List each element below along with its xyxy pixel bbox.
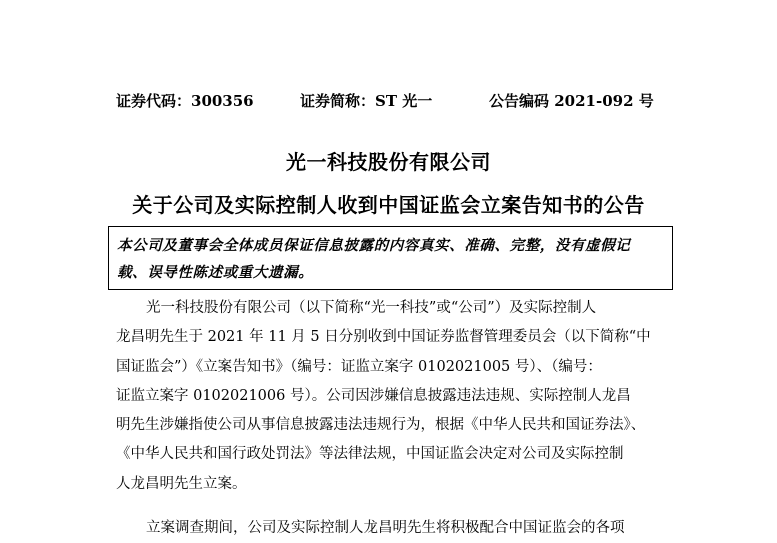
statement-line: 载、误导性陈述或重大遗漏。 (117, 264, 314, 281)
disclosure-statement-box (108, 226, 673, 290)
notice-number: 公告编码 2021-092 号 (489, 92, 654, 110)
paragraph-line: 龙昌明先生于 2021 年 11 月 5 日分别收到中国证券监督管理委员会（以下简称“中 (116, 329, 651, 346)
company-name: 光一科技股份有限公司 (286, 150, 491, 174)
statement-line: 本公司及董事会全体成员保证信息披露的内容真实、准确、完整，没有虚假记 (117, 237, 631, 254)
notice-title: 关于公司及实际控制人收到中国证监会立案告知书的公告 (132, 193, 645, 217)
body-paragraph-1 (116, 294, 676, 499)
paragraph-line: 国证监会”）《立案告知书》（编号：证监立案字 0102021005 号）、（编号： (116, 358, 602, 375)
paragraph-line: 光一科技股份有限公司（以下简称“光一科技”或“公司”）及实际控制人 (146, 300, 597, 316)
body-paragraph-2 (116, 514, 676, 543)
security-short-name: 证券简称：ST 光一 (300, 92, 433, 110)
paragraph-line: 证监立案字 0102021006 号）。公司因涉嫌信息披露违法违规、实际控制人龙昌 (116, 387, 631, 404)
paragraph-line: 《中华人民共和国行政处罚法》等法律法规，中国证监会决定对公司及实际控制 (116, 446, 624, 463)
paragraph-line: 立案调查期间，公司及实际控制人龙昌明先生将积极配合中国证监会的各项 (146, 520, 625, 536)
paragraph-line: 人龙昌明先生立案。 (116, 475, 247, 492)
security-code: 证券代码：300356 (116, 92, 254, 110)
paragraph-line: 明先生涉嫌指使公司从事信息披露违法违规行为，根据《中华人民共和国证券法》、 (116, 417, 646, 434)
